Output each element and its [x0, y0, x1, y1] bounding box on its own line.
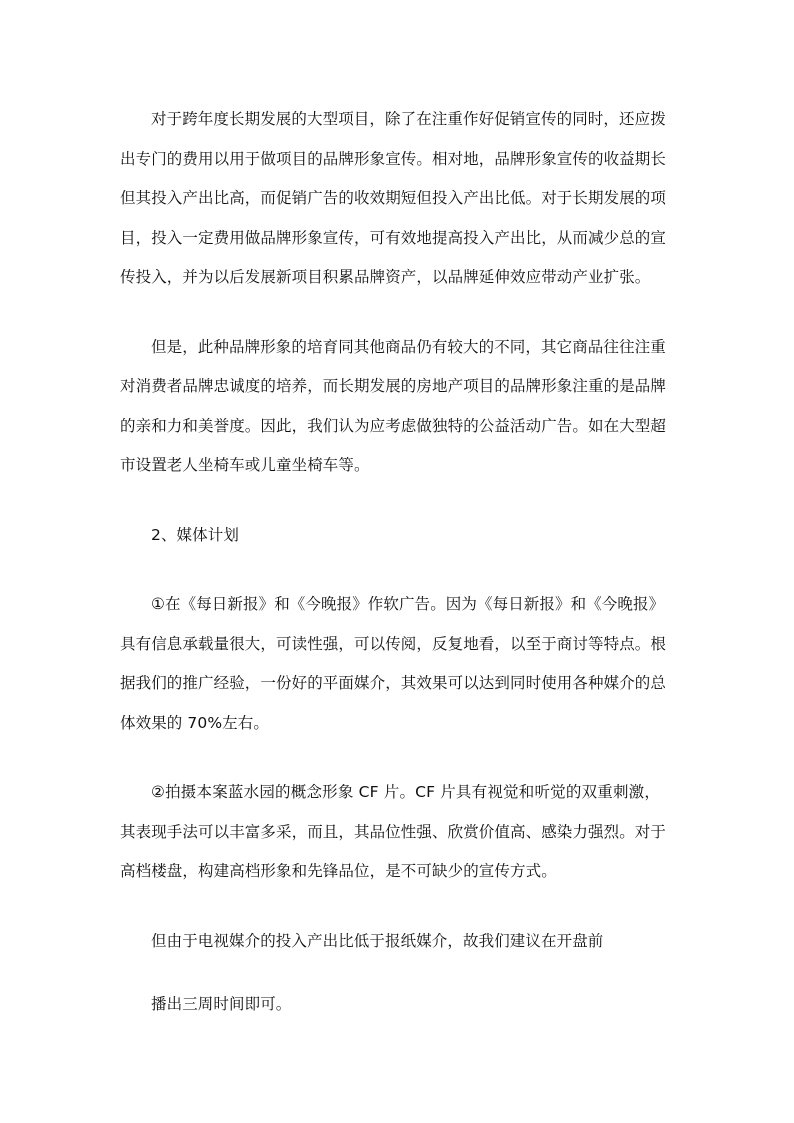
- text-line: 播出三周时间即可。: [151, 995, 292, 1013]
- text-line: 高档楼盘，构建高档形象和先锋品位，是不可缺少的宣传方式。: [120, 862, 557, 880]
- paragraph-newspaper-ads: [120, 585, 667, 743]
- text-line: 目，投入一定费用做品牌形象宣传，可有效地提高投入产出比，从而减少总的宣: [120, 228, 667, 247]
- paragraph-brand-investment: [120, 100, 667, 298]
- paragraph-tv-investment: [120, 922, 660, 962]
- text-line: 的亲和力和美誉度。因此，我们认为应考虑做独特的公益活动广告。如在大型超: [120, 416, 667, 435]
- text-line: 但由于电视媒介的投入产出比低于报纸媒介，故我们建议在开盘前: [151, 931, 604, 950]
- text-line: ①在《每日新报》和《今晚报》作软广告。因为《每日新报》和《今晚报》: [151, 595, 665, 613]
- text-line: 体效果的 70%左右。: [120, 713, 269, 732]
- text-line: 但是，此种品牌形象的培育同其他商品仍有较大的不同，其它商品往往注重: [151, 337, 666, 356]
- text-line: 具有信息承载量很大，可读性强，可以传阅，反复地看，以至于商讨等特点。根: [120, 634, 667, 653]
- document-body: [120, 100, 667, 1055]
- text-line: ②拍摄本案蓝水园的概念形象 CF 片。CF 片具有视觉和听觉的双重刺激，: [151, 783, 660, 801]
- text-line: 其表现手法可以丰富多采，而且，其品位性强、欣赏价值高、感染力强烈。对于: [120, 822, 667, 841]
- text-line: 但其投入产出比高，而促销广告的收效期短但投入产出比低。对于长期发展的项: [120, 189, 667, 207]
- paragraph-broadcast-duration: [120, 985, 660, 1025]
- paragraph-cf-film: [120, 773, 667, 892]
- section-title: 2、媒体计划: [151, 525, 239, 544]
- text-line: 对于跨年度长期发展的大型项目，除了在注重作好促销宣传的同时，还应拨: [151, 110, 666, 128]
- text-line: 据我们的推广经验，一份好的平面媒介，其效果可以达到同时使用各种媒介的总: [120, 674, 667, 692]
- text-line: 市设置老人坐椅车或儿童坐椅车等。: [120, 456, 370, 474]
- text-line: 对消费者品牌忠诚度的培养，而长期发展的房地产项目的品牌形象注重的是品牌: [120, 377, 667, 395]
- paragraph-public-welfare-ad: [120, 328, 667, 486]
- section-heading-media-plan: [120, 516, 660, 556]
- text-line: 出专门的费用以用于做项目的品牌形象宣传。相对地，品牌形象宣传的收益期长: [120, 149, 667, 168]
- text-line: 传投入，并为以后发展新项目积累品牌资产，以品牌延伸效应带动产业扩张。: [120, 268, 651, 286]
